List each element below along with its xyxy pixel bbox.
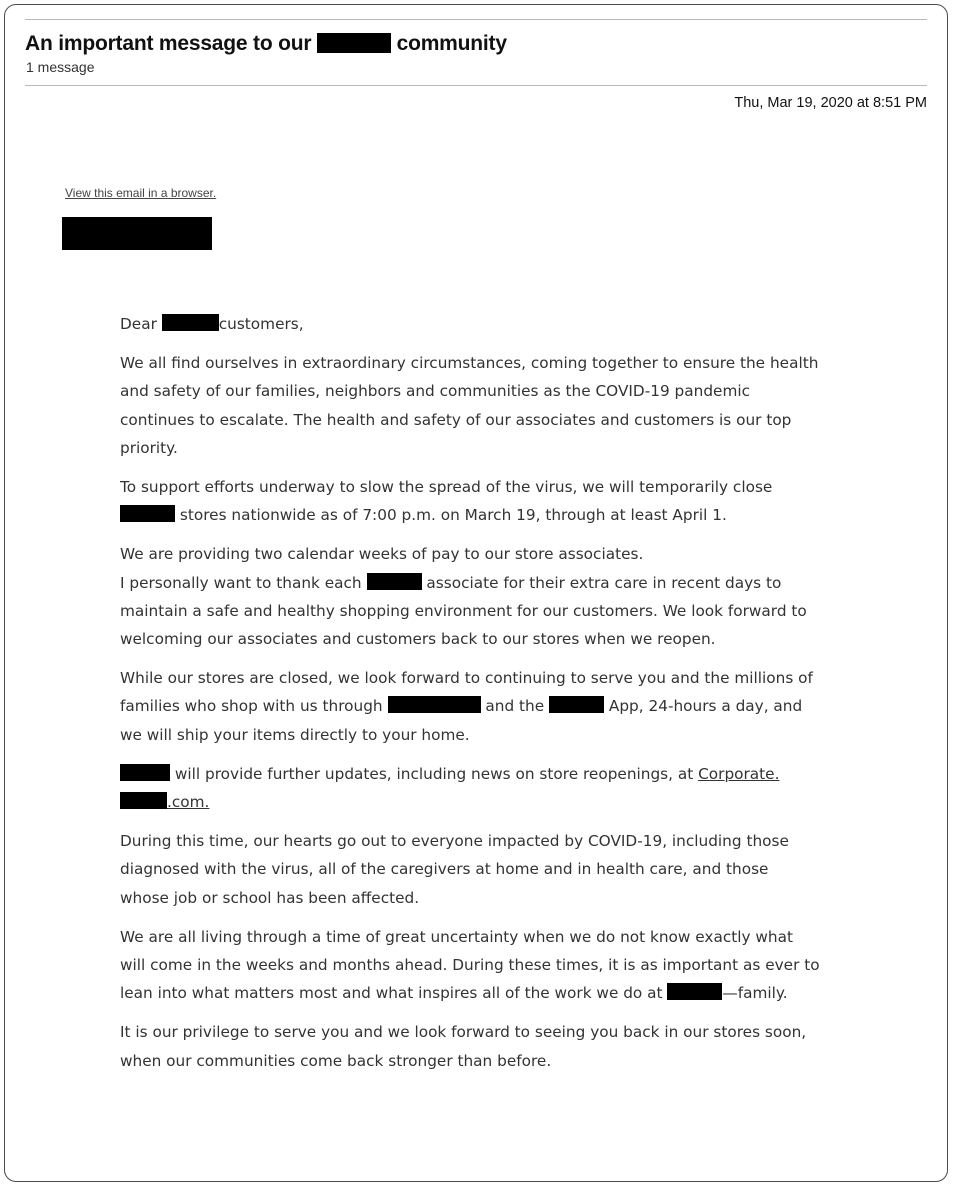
redacted-block [120,792,167,809]
paragraph-8: It is our privilege to serve you and we look forward to seeing you back in our stores soon, when our communities come back stronger than before. [120,1023,807,1070]
view-in-browser-link[interactable]: View this email in a browser. [65,186,217,200]
greeting: Dear customers, [120,315,304,333]
brand-logo-redacted [62,217,212,250]
header-divider [25,85,927,86]
paragraph-7: We are all living through a time of great uncertainty when we do not know exactly what will come in the weeks and months ahead. During these times, it is as important as ever to lean into what matters most and what inspires all of the work we do at —family. [120,927,820,1003]
top-divider [25,19,927,20]
paragraph-1: We all find ourselves in extraordinary circumstances, coming together to ensure the health and safety of our families, neighbors and communities as the COVID-19 pandemic continues to escalate. The health and safety of our associates and customers is our top priority. [120,354,819,457]
email-body [120,310,820,1086]
redacted-block [317,33,391,53]
subject-text: An important message to our [25,32,312,55]
paragraph-5: will provide further updates, including news on store reopenings, at Corporate..com. [120,760,820,816]
redacted-block [549,696,604,713]
paragraph-2: To support efforts underway to slow the spread of the virus, we will temporarily close stores nationwide as of 7:00 p.m. on March 19, through at least April 1. [120,478,773,525]
redacted-block [162,314,219,331]
email-date: Thu, Mar 19, 2020 at 8:51 PM [734,95,927,111]
message-count: 1 message [26,59,95,75]
paragraph-3: We are providing two calendar weeks of pay to our store associates. I personally want to thank each associate for their extra care in recent days to maintain a safe and healthy shopping environment for our customers. We look forward to welcoming our associates and customers back to our stores when we reopen. [120,545,807,649]
redacted-block [367,573,422,590]
corporate-site-link[interactable]: Corporate..com. [120,765,779,811]
paragraph-4: While our stores are closed, we look forward to continuing to serve you and the millions of families who shop with us through and the App, 24-hours a day, and we will ship your items directly to your home. [120,669,813,744]
redacted-block [388,696,481,713]
subject-text-end: community [396,32,507,55]
redacted-block [667,983,722,1000]
email-window [4,4,948,1182]
redacted-block [120,764,170,781]
redacted-block [120,505,175,522]
email-subject [25,32,507,56]
paragraph-6: During this time, our hearts go out to everyone impacted by COVID-19, including those diagnosed with the virus, all of the caregivers at home and in health care, and those whose job or school has been affected. [120,832,789,907]
